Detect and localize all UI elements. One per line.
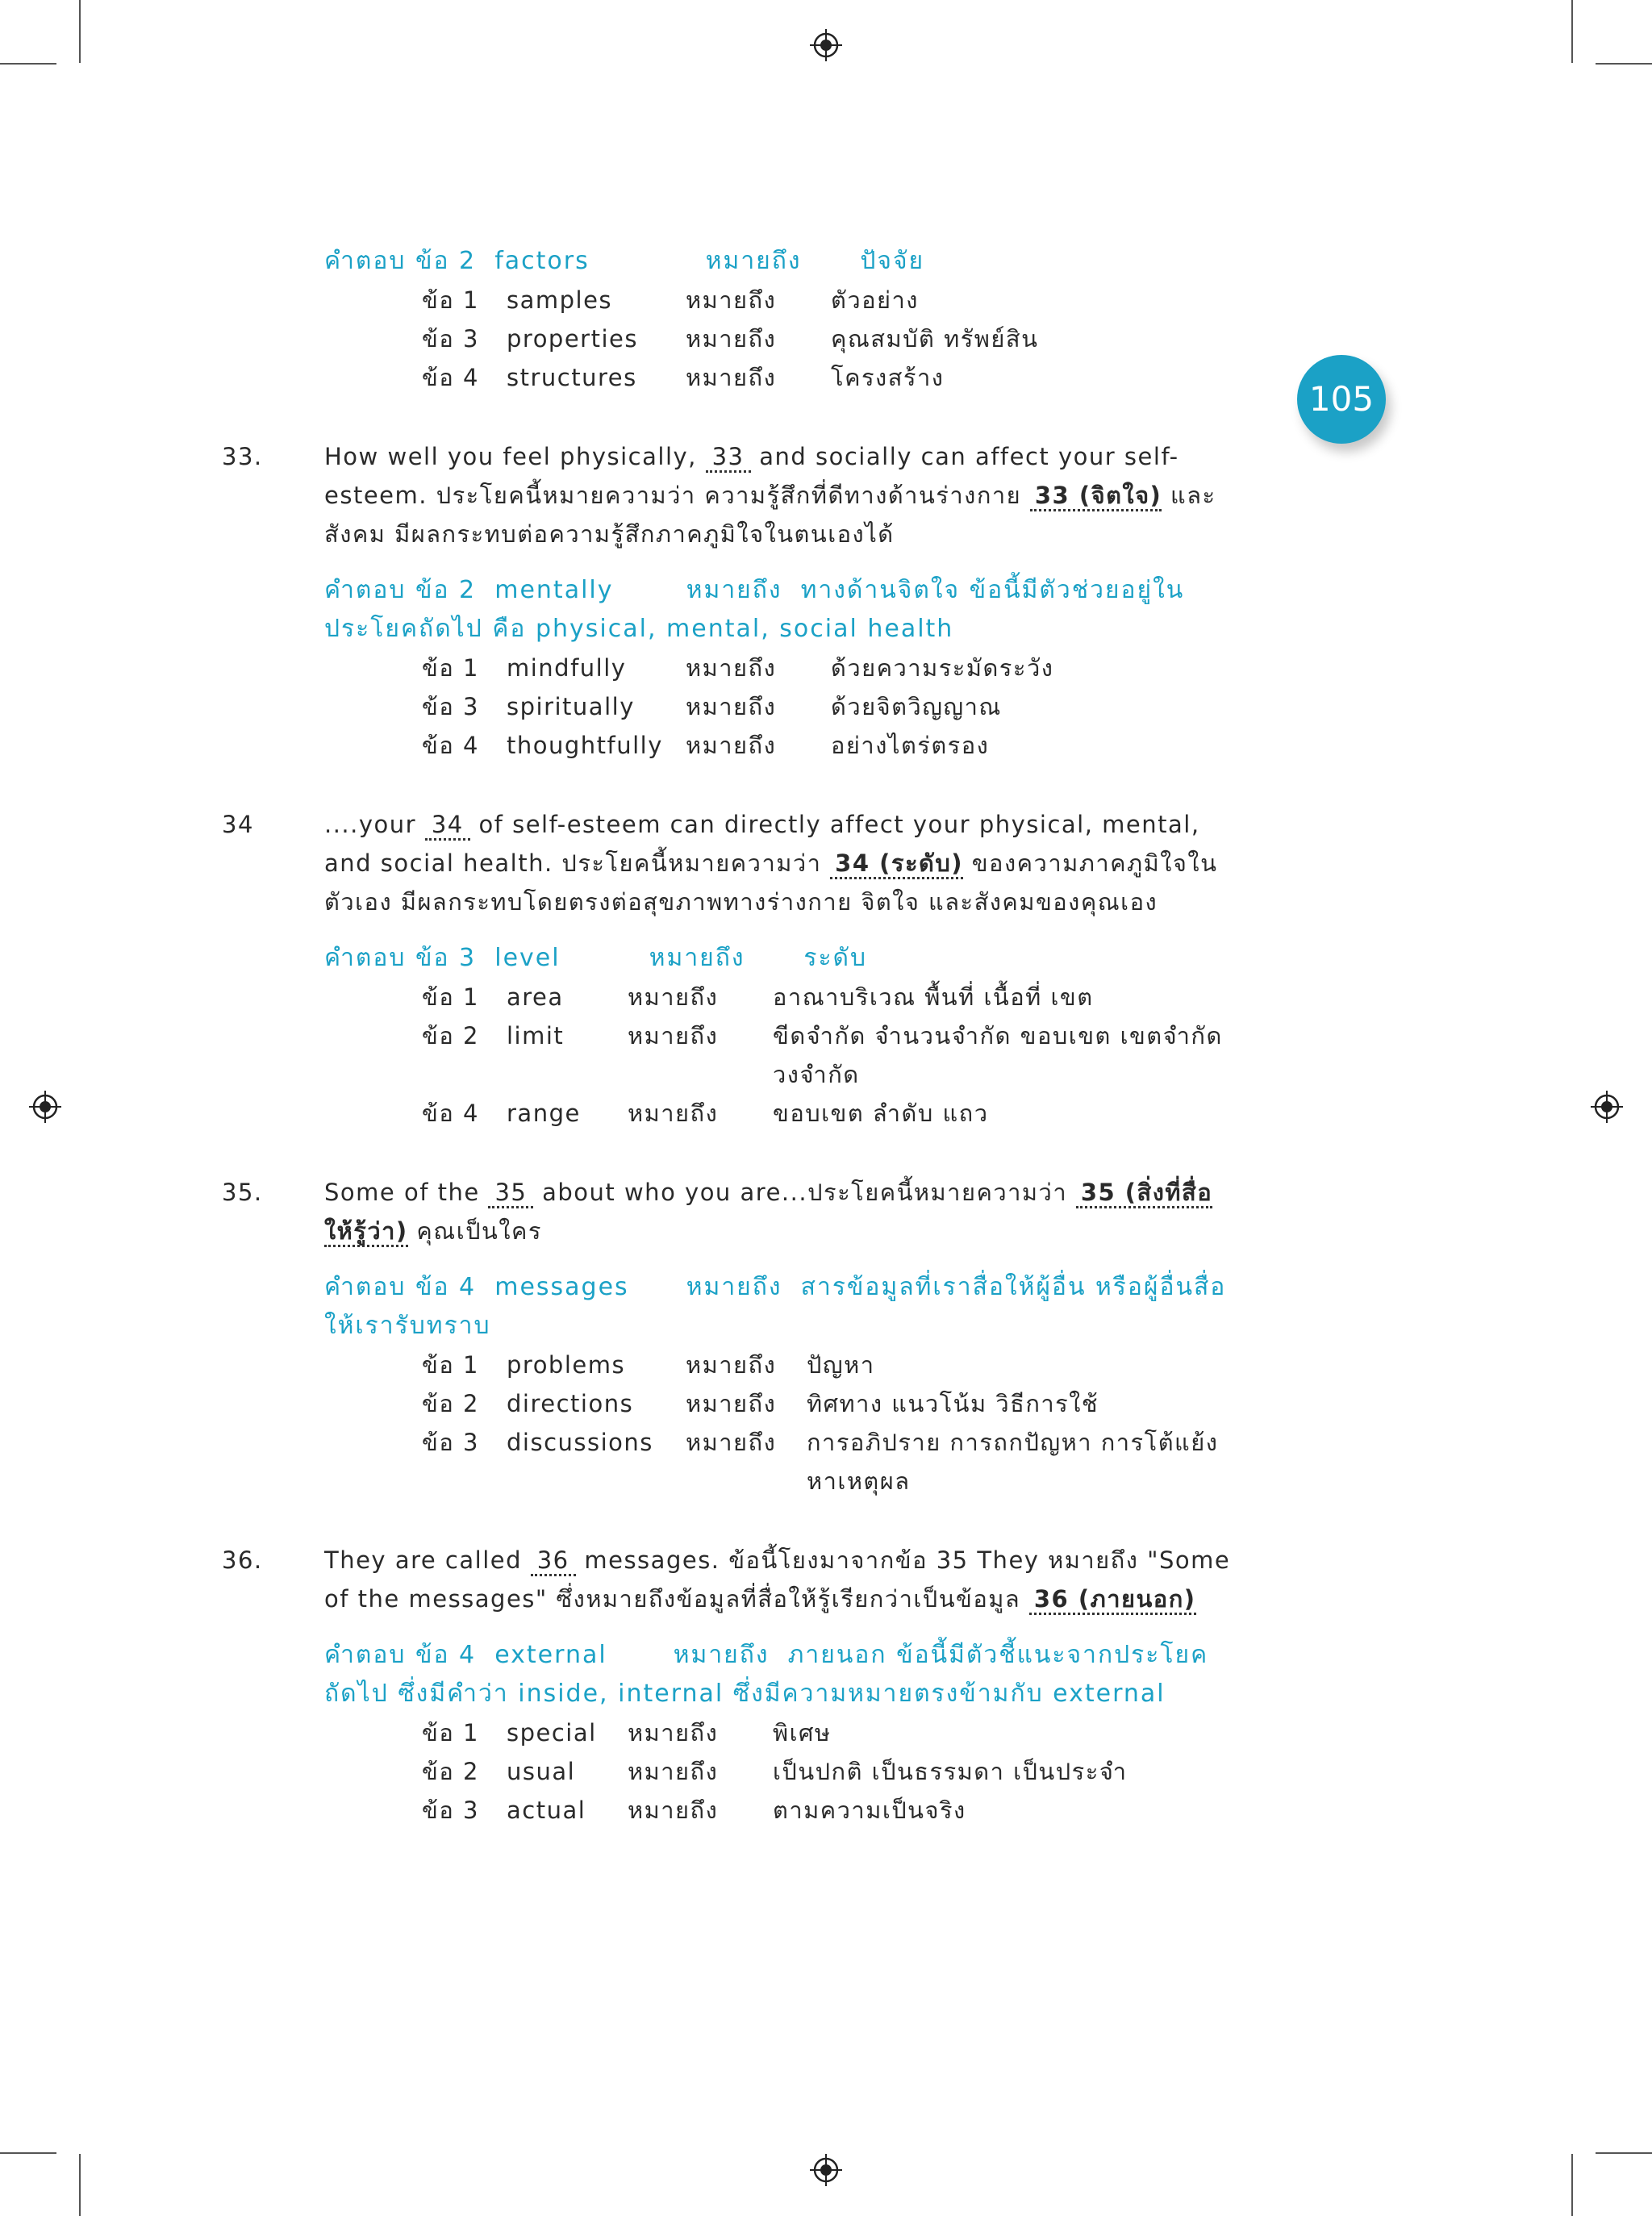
- option-row: [422, 687, 1238, 726]
- question-text-before: How well you feel physically,: [324, 443, 697, 470]
- question-text-after: and socially can affect your self-esteem. ประโยคนี้หมายความว่า ความรู้สึกที่ดีทางด้านร่างกาย: [324, 443, 1179, 509]
- option-meaning: ขอบเขต ลำดับ แถว: [773, 1100, 989, 1127]
- option-meaning: คุณสมบัติ ทรัพย์สิน: [831, 325, 1039, 353]
- answer-meaning: ภายนอก ข้อนี้มีตัวชี้แนะจากประโยคถัดไป ซึ่งมีคำว่า inside, internal ซึ่งมีความหมายตรงข้ามกับ external: [324, 1641, 1209, 1708]
- option-row: [422, 358, 1238, 397]
- answer-meaning-label: หมายถึง: [705, 247, 802, 275]
- registration-mark-icon: [1591, 1091, 1623, 1123]
- question-blank: 35: [488, 1179, 533, 1208]
- option-word: discussions: [507, 1429, 653, 1456]
- blank-answer: 35 (สิ่งที่สื่อให้รู้ว่า): [324, 1179, 1212, 1247]
- question-number: 36.: [222, 1546, 263, 1574]
- option-meaning-label: หมายถึง: [628, 983, 719, 1011]
- option-meaning-label: หมายถึง: [628, 1022, 719, 1050]
- question: [222, 437, 1238, 553]
- question-blank: 34: [425, 811, 470, 841]
- option-meaning: ขีดจำกัด จำนวนจำกัด ขอบเขต เขตจำกัด วงจำกัด: [773, 1022, 1223, 1088]
- option-row: [422, 1791, 1238, 1830]
- question-number: 33.: [222, 443, 263, 470]
- answer-meaning-label: หมายถึง: [686, 576, 782, 604]
- question-number: 35.: [222, 1179, 263, 1206]
- answer-line: [324, 1636, 1236, 1713]
- answer-line: [324, 939, 1236, 978]
- option-choice: ข้อ 1: [422, 1719, 479, 1747]
- option-list: [422, 281, 1238, 397]
- option-meaning-label: หมายถึง: [628, 1100, 719, 1127]
- option-word: thoughtfully: [507, 732, 663, 759]
- option-row: [422, 1423, 1238, 1500]
- question-text-before: They are called: [324, 1546, 523, 1574]
- answer-meaning: ปัจจัย: [860, 247, 925, 275]
- option-meaning-label: หมายถึง: [686, 364, 777, 391]
- option-meaning-label: หมายถึง: [686, 654, 777, 682]
- question: [222, 1173, 1238, 1250]
- question-blank: 36: [531, 1546, 576, 1576]
- question-text: [324, 437, 1236, 553]
- answer-line: [324, 571, 1236, 649]
- option-meaning: การอภิปราย การถกปัญหา การโต้แย้งหาเหตุผล: [807, 1429, 1219, 1495]
- option-word: spiritually: [507, 693, 635, 720]
- question-text: [324, 805, 1236, 921]
- question-block: [222, 1541, 1238, 1830]
- answer-meaning-label: หมายถึง: [686, 1273, 782, 1301]
- option-meaning-label: หมายถึง: [628, 1758, 719, 1785]
- answer-line: [324, 242, 1236, 281]
- option-meaning: ด้วยจิตวิญญาณ: [831, 693, 1002, 720]
- registration-mark-icon: [810, 29, 842, 61]
- question-text-after: of self-esteem can directly affect your physical, mental, and social health. ประโยคนี้หมายความว่า: [324, 811, 1200, 877]
- option-row: [422, 1752, 1238, 1791]
- option-choice: ข้อ 2: [422, 1758, 479, 1785]
- option-choice: ข้อ 3: [422, 693, 479, 720]
- crop-mark: [1596, 63, 1652, 65]
- crop-mark: [79, 0, 81, 63]
- option-choice: ข้อ 2: [422, 1390, 479, 1417]
- option-word: limit: [507, 1022, 565, 1050]
- answer-meaning: สารข้อมูลที่เราสื่อให้ผู้อื่น หรือผู้อื่นสื่อให้เรารับทราบ: [324, 1273, 1227, 1340]
- question-text: [324, 1173, 1236, 1250]
- previous-answer-block: [222, 242, 1238, 397]
- question-text-after: about who you are...ประโยคนี้หมายความว่า: [542, 1179, 1068, 1206]
- page-number-badge: 105: [1297, 355, 1386, 444]
- option-row: [422, 319, 1238, 358]
- answer-word: messages: [494, 1273, 629, 1301]
- option-meaning-label: หมายถึง: [686, 1390, 777, 1417]
- question-text: [324, 1541, 1236, 1618]
- option-meaning: อาณาบริเวณ พื้นที่ เนื้อที่ เขต: [773, 983, 1094, 1011]
- option-meaning: อย่างไตร่ตรอง: [831, 732, 990, 759]
- option-meaning: ทิศทาง แนวโน้ม วิธีการใช้: [807, 1390, 1099, 1417]
- option-word: samples: [507, 286, 613, 314]
- option-row: [422, 1016, 1238, 1094]
- crop-mark: [1596, 2152, 1652, 2154]
- registration-mark-icon: [810, 2154, 842, 2186]
- option-choice: ข้อ 4: [422, 364, 479, 391]
- answer-label: คำตอบ ข้อ 2: [324, 576, 477, 604]
- option-word: area: [507, 983, 564, 1011]
- option-row: [422, 1346, 1238, 1384]
- option-meaning-label: หมายถึง: [686, 732, 777, 759]
- option-list: [422, 649, 1238, 765]
- option-choice: ข้อ 3: [422, 325, 479, 353]
- question-block: [222, 437, 1238, 765]
- crop-mark: [1571, 2154, 1573, 2216]
- option-row: [422, 649, 1238, 687]
- option-meaning-label: หมายถึง: [686, 693, 777, 720]
- option-choice: ข้อ 4: [422, 732, 479, 759]
- crop-mark: [0, 63, 56, 65]
- question-blank: 33: [706, 443, 751, 473]
- crop-mark: [79, 2154, 81, 2216]
- option-choice: ข้อ 3: [422, 1797, 479, 1824]
- option-meaning-label: หมายถึง: [628, 1797, 719, 1824]
- option-word: structures: [507, 364, 637, 391]
- crop-mark: [0, 2152, 56, 2154]
- question: [222, 1541, 1238, 1618]
- answer-meaning: ระดับ: [803, 944, 868, 972]
- question-number: 34: [222, 811, 254, 838]
- option-meaning: ปัญหา: [807, 1351, 875, 1379]
- option-word: special: [507, 1719, 597, 1747]
- option-meaning-label: หมายถึง: [686, 1351, 777, 1379]
- answer-word: factors: [494, 247, 590, 275]
- option-word: directions: [507, 1390, 634, 1417]
- answer-meaning-label: หมายถึง: [649, 944, 745, 972]
- question-text-after: messages. ข้อนี้โยงมาจากข้อ 35 They หมายถึง "Some of the messages" ซึ่งหมายถึงข้อมูลที่สื่อให้รู้เรียกว่าเป็นข้อมูล: [324, 1546, 1231, 1613]
- option-row: [422, 281, 1238, 319]
- answer-word: external: [494, 1641, 607, 1669]
- option-choice: ข้อ 2: [422, 1022, 479, 1050]
- answer-line: [324, 1268, 1236, 1346]
- answer-word: mentally: [494, 576, 614, 604]
- option-meaning-label: หมายถึง: [686, 1429, 777, 1456]
- option-word: mindfully: [507, 654, 627, 682]
- answer-meaning-label: หมายถึง: [673, 1641, 770, 1669]
- option-word: properties: [507, 325, 638, 353]
- registration-mark-icon: [29, 1091, 61, 1123]
- option-choice: ข้อ 1: [422, 654, 479, 682]
- page-content: [222, 242, 1238, 1830]
- blank-answer: 34 (ระดับ): [830, 849, 963, 879]
- option-row: [422, 1713, 1238, 1752]
- option-row: [422, 1094, 1238, 1133]
- blank-answer: 33 (จิตใจ): [1030, 482, 1162, 511]
- answer-label: คำตอบ ข้อ 4: [324, 1273, 477, 1301]
- answer-word: level: [494, 944, 561, 972]
- question-text-end: คุณเป็นใคร: [416, 1217, 542, 1245]
- crop-mark: [1571, 0, 1573, 63]
- option-choice: ข้อ 4: [422, 1100, 479, 1127]
- option-meaning: ด้วยความระมัดระวัง: [831, 654, 1054, 682]
- question-block: [222, 1173, 1238, 1500]
- option-choice: ข้อ 1: [422, 1351, 479, 1379]
- option-row: [422, 726, 1238, 765]
- option-meaning: พิเศษ: [773, 1719, 832, 1747]
- answer-label: คำตอบ ข้อ 4: [324, 1641, 477, 1669]
- option-meaning-label: หมายถึง: [686, 286, 777, 314]
- question-block: [222, 805, 1238, 1133]
- question: [222, 805, 1238, 921]
- option-word: problems: [507, 1351, 626, 1379]
- option-row: [422, 978, 1238, 1016]
- option-meaning-label: หมายถึง: [686, 325, 777, 353]
- option-meaning-label: หมายถึง: [628, 1719, 719, 1747]
- answer-label: คำตอบ ข้อ 3: [324, 944, 477, 972]
- option-choice: ข้อ 3: [422, 1429, 479, 1456]
- answer-meaning: ทางด้านจิตใจ ข้อนี้มีตัวช่วยอยู่ในประโยคถัดไป คือ physical, mental, social health: [324, 576, 1185, 643]
- question-text-end: และสังคม มีผลกระทบต่อความรู้สึกภาคภูมิใจในตนเองได้: [324, 482, 1216, 548]
- option-list: [422, 1713, 1238, 1830]
- option-meaning: ตัวอย่าง: [831, 286, 919, 314]
- option-choice: ข้อ 1: [422, 983, 479, 1011]
- question-text-before: Some of the: [324, 1179, 480, 1206]
- question-text-before: ....your: [324, 811, 417, 838]
- option-meaning: เป็นปกติ เป็นธรรมดา เป็นประจำ: [773, 1758, 1128, 1785]
- blank-answer: 36 (ภายนอก): [1029, 1585, 1196, 1615]
- option-meaning: โครงสร้าง: [831, 364, 945, 391]
- option-word: usual: [507, 1758, 576, 1785]
- question-text-end: ของความภาคภูมิใจในตัวเอง มีผลกระทบโดยตรงต่อสุขภาพทางร่างกาย จิตใจ และสังคมของคุณเอง: [324, 849, 1218, 916]
- answer-label: คำตอบ ข้อ 2: [324, 247, 477, 275]
- option-meaning: ตามความเป็นจริง: [773, 1797, 966, 1824]
- option-word: range: [507, 1100, 581, 1127]
- option-row: [422, 1384, 1238, 1423]
- option-list: [422, 978, 1238, 1133]
- option-list: [422, 1346, 1238, 1500]
- option-choice: ข้อ 1: [422, 286, 479, 314]
- option-word: actual: [507, 1797, 586, 1824]
